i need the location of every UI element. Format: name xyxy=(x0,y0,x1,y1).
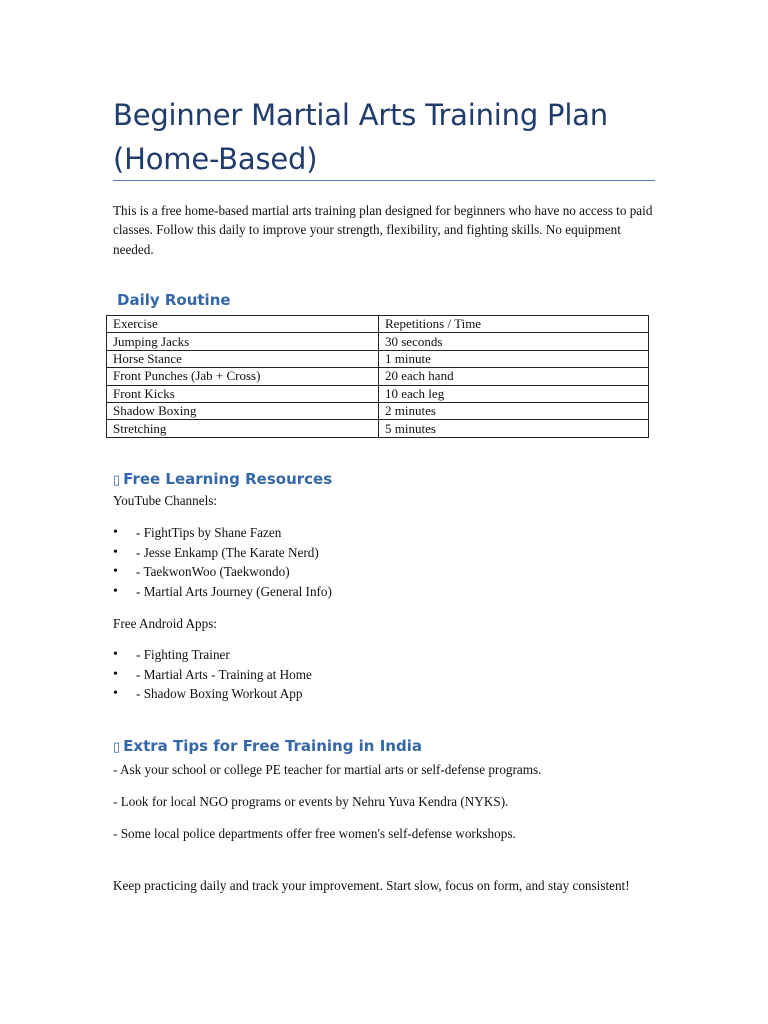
apps-list xyxy=(113,645,312,704)
list-item xyxy=(113,543,332,563)
bullet-icon: • xyxy=(113,647,118,662)
table-cell: Jumping Jacks xyxy=(107,333,379,350)
table-cell: Front Kicks xyxy=(107,385,379,402)
title-underline xyxy=(113,180,655,181)
table-cell: 30 seconds xyxy=(379,333,649,350)
tip-item: - Ask your school or college PE teacher for martial arts or self-defense programs. xyxy=(113,762,542,777)
bullet-icon: • xyxy=(113,544,118,560)
table-row xyxy=(107,385,649,402)
table-cell: 10 each leg xyxy=(379,385,649,402)
table-row xyxy=(107,333,649,350)
routine-table xyxy=(106,315,649,438)
youtube-label: YouTube Channels: xyxy=(113,493,218,508)
missing-glyph-icon: ▯ xyxy=(113,473,121,488)
closing-paragraph: Keep practicing daily and track your improvement. Start slow, focus on form, and stay consistent! xyxy=(113,878,630,893)
tips-heading xyxy=(113,736,422,758)
list-item-text: - FightTips by Shane Fazen xyxy=(136,525,282,540)
list-item xyxy=(113,523,332,543)
list-item-text: - Martial Arts Journey (General Info) xyxy=(136,583,332,599)
bullet-icon: • xyxy=(113,525,118,540)
list-item xyxy=(113,562,332,582)
tip-item: - Look for local NGO programs or events by Nehru Yuva Kendra (NYKS). xyxy=(113,794,509,809)
daily-routine-heading-text: Daily Routine xyxy=(117,291,231,309)
apps-label: Free Android Apps: xyxy=(113,616,218,631)
table-cell: 1 minute xyxy=(379,350,649,367)
list-item xyxy=(113,684,312,704)
list-item-text: - Fighting Trainer xyxy=(136,647,230,662)
missing-glyph-icon: ▯ xyxy=(113,740,121,755)
table-row xyxy=(107,420,649,437)
table-cell: Repetitions / Time xyxy=(379,316,649,333)
table-cell: Horse Stance xyxy=(107,350,379,367)
table-cell: 20 each hand xyxy=(379,368,649,385)
tips-heading-text: Extra Tips for Free Training in India xyxy=(123,737,422,755)
bullet-icon: • xyxy=(113,666,118,682)
table-cell: Stretching xyxy=(107,420,379,437)
list-item-text: - TaekwonWoo (Taekwondo) xyxy=(136,564,290,579)
list-item-text: - Shadow Boxing Workout App xyxy=(136,686,303,701)
table-cell: 5 minutes xyxy=(379,420,649,437)
list-item xyxy=(113,645,312,665)
table-header-row xyxy=(107,316,649,333)
document-title: Beginner Martial Arts Training Plan (Home-Based) xyxy=(113,98,608,176)
resources-heading-text: Free Learning Resources xyxy=(123,470,333,488)
list-item xyxy=(113,582,332,602)
youtube-list xyxy=(113,523,332,601)
table-cell: 2 minutes xyxy=(379,402,649,419)
daily-routine-heading xyxy=(117,290,231,310)
table-row xyxy=(107,350,649,367)
list-item-text: - Martial Arts - Training at Home xyxy=(136,666,312,682)
bullet-icon: • xyxy=(113,564,118,579)
resources-heading xyxy=(113,469,332,491)
table-cell: Shadow Boxing xyxy=(107,402,379,419)
bullet-icon: • xyxy=(113,583,118,599)
list-item-text: - Jesse Enkamp (The Karate Nerd) xyxy=(136,544,319,560)
table-row xyxy=(107,402,649,419)
tip-item: - Some local police departments offer free women's self-defense workshops. xyxy=(113,826,516,841)
bullet-icon: • xyxy=(113,686,118,701)
intro-paragraph: This is a free home-based martial arts training plan designed for beginners who have no access to paid classes. Follow this daily to improve your strength, flexibility, and fighting skills. No equipment needed. xyxy=(113,203,653,257)
list-item xyxy=(113,665,312,685)
table-cell: Front Punches (Jab + Cross) xyxy=(107,368,379,385)
table-cell: Exercise xyxy=(107,316,379,333)
table-row xyxy=(107,368,649,385)
